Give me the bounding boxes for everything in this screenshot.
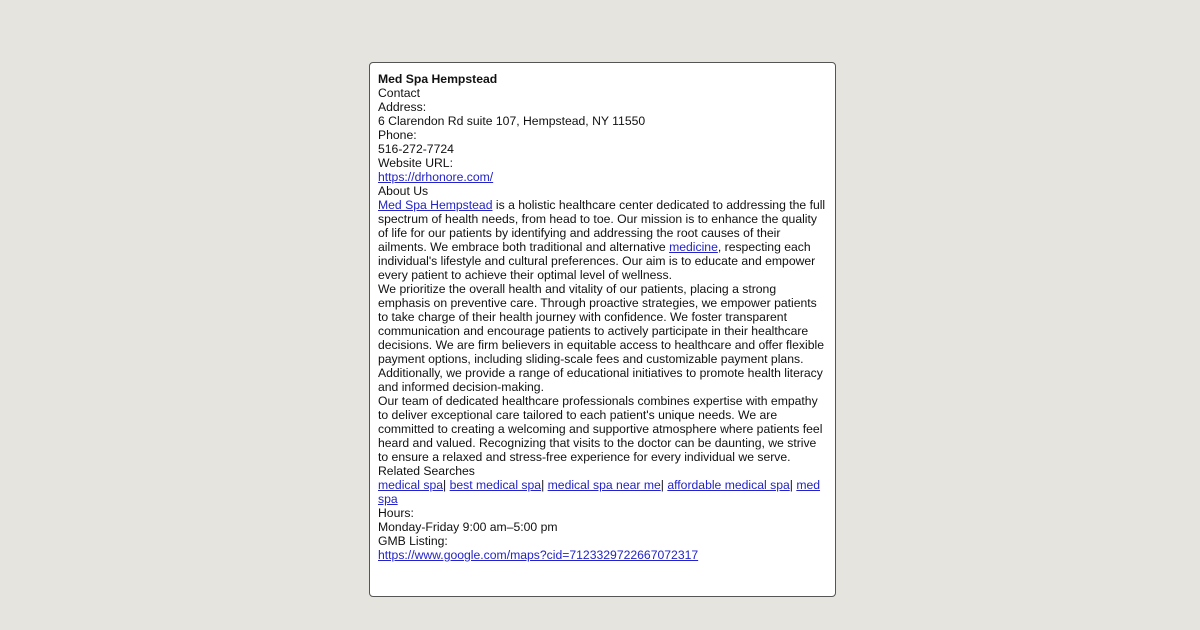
- separator: |: [443, 478, 447, 492]
- related-searches-list: [378, 478, 827, 506]
- about-text: is a holistic healthcare center dedicated to addressing the full spectrum of health needs, from head to toe. Our mission is to enhance the quality of life for our patients by identifying and addressing the root causes of their ailments. We embrace both traditional and alternative: [378, 198, 826, 254]
- related-search-link[interactable]: affordable medical spa: [667, 478, 790, 492]
- about-paragraph-2: We prioritize the overall health and vitality of our patients, placing a strong emphasis on preventive care. Through proactive strategies, we empower patients to take charge of their health journey with confidence. We foster transparent communication and encourage patients to actively participate in their healthcare decisions. We are firm believers in equitable access to healthcare and offer flexible payment options, including sliding-scale fees and customizable payment plans. Additionally, we provide a range of educational initiatives to promote health literacy and informed decision-making.: [378, 282, 824, 394]
- website-link[interactable]: https://drhonore.com/: [378, 170, 494, 184]
- separator: |: [541, 478, 545, 492]
- related-search-link[interactable]: med spa: [378, 478, 821, 506]
- related-search-link[interactable]: medical spa: [378, 478, 444, 492]
- contact-heading: Contact: [378, 86, 421, 100]
- business-name-link[interactable]: Med Spa Hempstead: [378, 198, 493, 212]
- related-searches-heading: Related Searches: [378, 464, 475, 478]
- hours-label: Hours:: [378, 506, 414, 520]
- business-listing-card: [369, 62, 836, 597]
- about-heading: About Us: [378, 184, 429, 198]
- related-search-link[interactable]: best medical spa: [449, 478, 542, 492]
- phone-value: 516-272-7724: [378, 142, 454, 156]
- address-value: 6 Clarendon Rd suite 107, Hempstead, NY 11550: [378, 114, 646, 128]
- about-paragraph-3: Our team of dedicated healthcare professionals combines expertise with empathy to deliver exceptional care tailored to each patient's unique needs. We are committed to creating a welcoming and supportive atmosphere where patients feel heard and valued. Recognizing that visits to the doctor can be daunting, we strive to ensure a relaxed and stress-free experience for every individual we serve.: [378, 394, 823, 464]
- phone-label: Phone:: [378, 128, 417, 142]
- medicine-link[interactable]: medicine: [669, 240, 718, 254]
- about-paragraph-1: [378, 198, 827, 282]
- business-name: Med Spa Hempstead: [378, 72, 498, 86]
- gmb-link[interactable]: https://www.google.com/maps?cid=7123329722667072317: [378, 548, 699, 562]
- address-label: Address:: [378, 100, 427, 114]
- gmb-label: GMB Listing:: [378, 534, 448, 548]
- website-label: Website URL:: [378, 156, 453, 170]
- related-search-link[interactable]: medical spa near me: [547, 478, 661, 492]
- hours-value: Monday-Friday 9:00 am–5:00 pm: [378, 520, 558, 534]
- separator: |: [789, 478, 793, 492]
- separator: |: [660, 478, 664, 492]
- about-text: , respecting each individual's lifestyle and cultural preferences. Our aim is to educate and empower every patient to achieve their optimal level of wellness.: [378, 240, 816, 282]
